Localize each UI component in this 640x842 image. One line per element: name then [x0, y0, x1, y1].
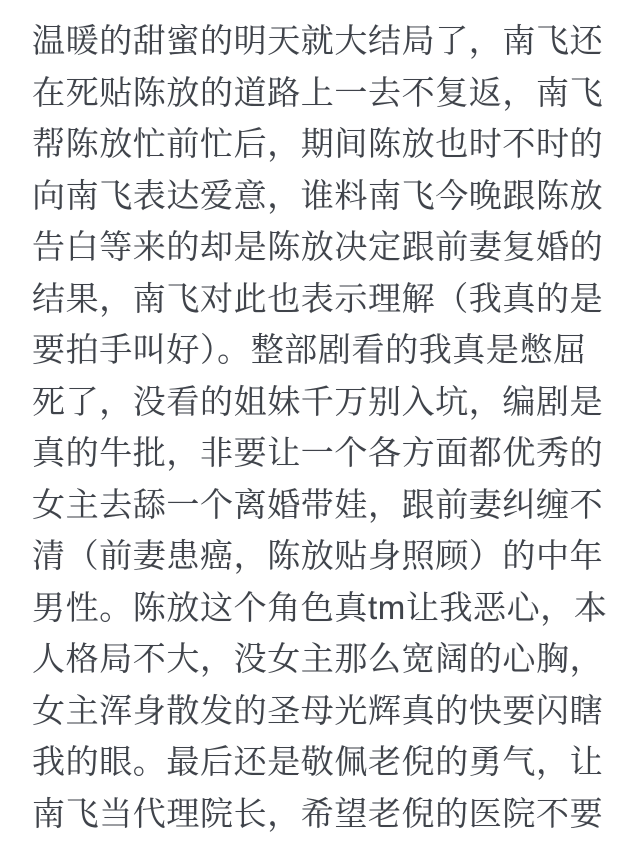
text-line: 帮陈放忙前忙后，期间陈放也时不时的	[32, 125, 604, 162]
text-line: 清（前妻患癌，陈放贴身照顾）的中年	[32, 537, 604, 574]
text-line: 死了，没看的姐妹千万别入坑，编剧是	[32, 382, 604, 420]
text-line: 结果，南飞对此也表示理解（我真的是	[32, 279, 604, 317]
text-line: 男性。陈放这个角色真tm让我恶心，本	[32, 588, 608, 626]
text-line: 女主浑身散发的圣母光辉真的快要闪瞎	[32, 691, 604, 729]
text-line: 我的眼。最后还是敬佩老倪的勇气，让	[32, 743, 604, 780]
text-line: 人格局不大，没女主那么宽阔的心胸，	[32, 640, 604, 677]
text-line: 南飞当代理院长，希望老倪的医院不要	[32, 794, 604, 832]
text-line: 向南飞表达爱意，谁料南飞今晚跟陈放	[32, 176, 604, 214]
text-line: 告白等来的却是陈放决定跟前妻复婚的	[32, 228, 604, 265]
text-line: 真的牛批，非要让一个各方面都优秀的	[32, 434, 604, 471]
text-line: 温暖的甜蜜的明天就大结局了，南飞还	[32, 22, 604, 59]
text-line: 在死贴陈放的道路上一去不复返，南飞	[32, 73, 604, 111]
text-line: 要拍手叫好）。整部剧看的我真是憋屈	[32, 331, 587, 368]
text-line: 女主去舔一个离婚带娃，跟前妻纠缠不	[32, 485, 604, 523]
